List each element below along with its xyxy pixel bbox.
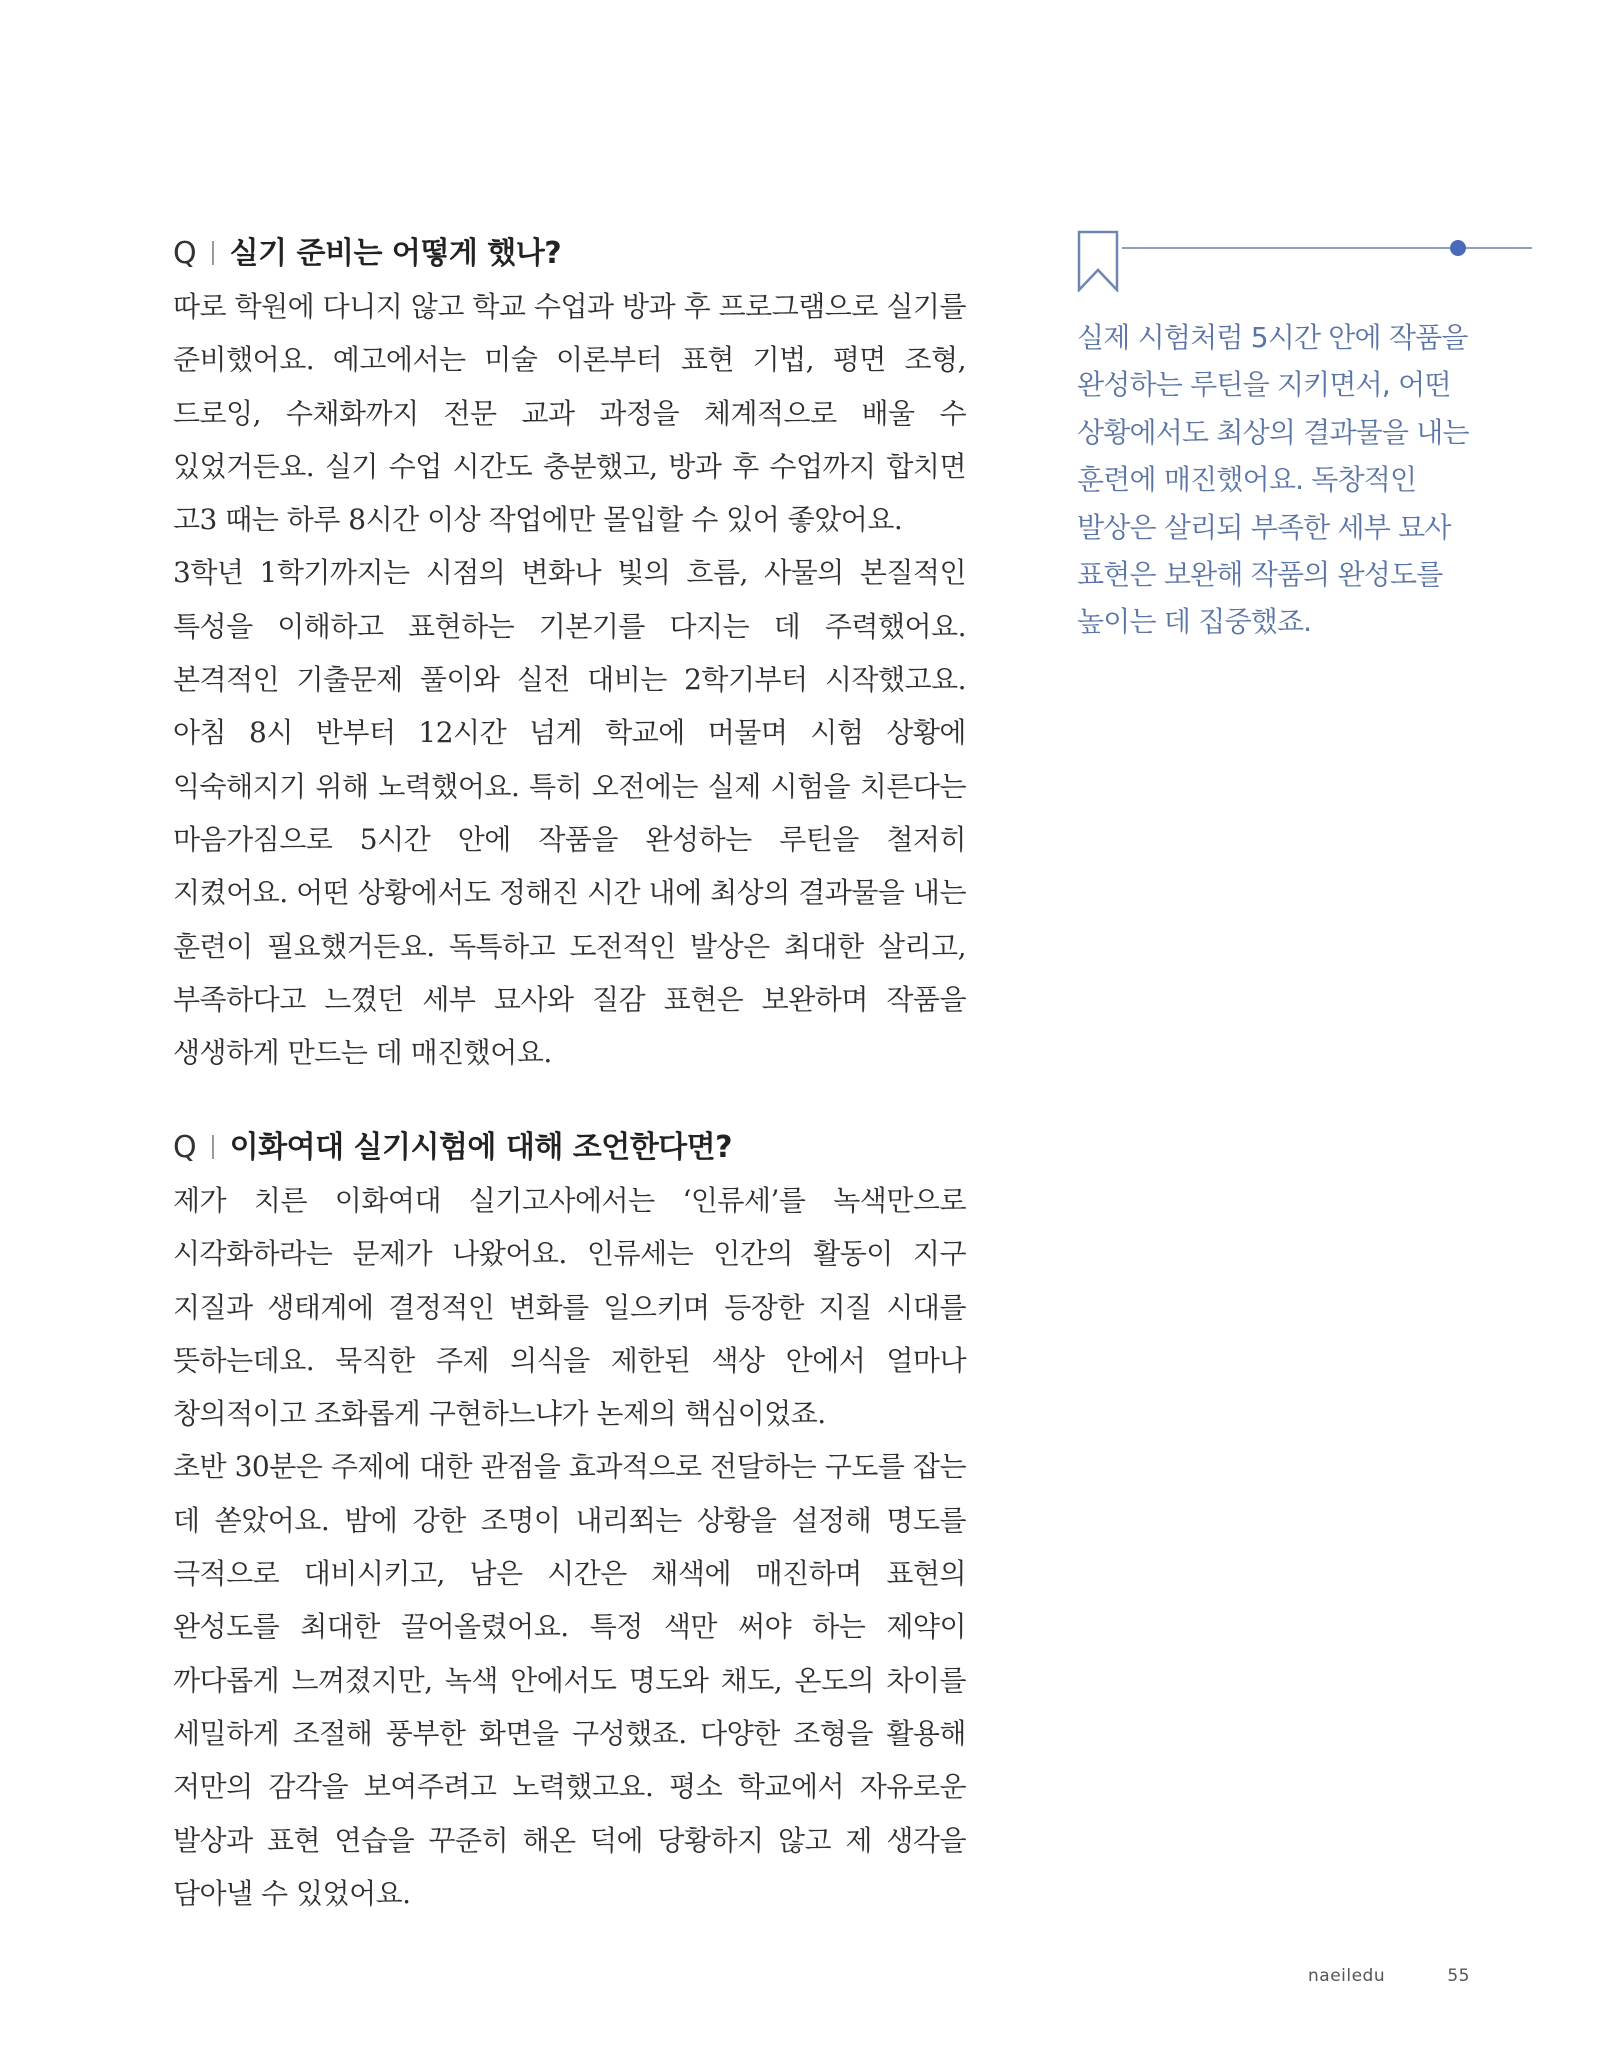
magazine-name: naeiledu xyxy=(1308,1966,1386,1986)
pull-quote xyxy=(1077,314,1477,646)
pull-quote-line: 실제 시험처럼 5시간 안에 작품을 xyxy=(1077,321,1468,354)
divider xyxy=(212,1135,214,1159)
answer-paragraph: 제가 치른 이화여대 실기고사에서는 ‘인류세’를 녹색만으로 시각화하라는 문제가 나왔어요. 인류세는 인간의 활동이 지구 지질과 생태계에 결정적인 변화를 일으키며 등장한 지질 시대를 뜻하는데요. 묵직한 주제 의식을 제한된 색상 안에서 얼마나 창의적이고 조화롭게 구현하느냐가 논제의 핵심이었죠. xyxy=(173,1184,966,1431)
page-footer xyxy=(1300,1962,1470,1990)
question-heading xyxy=(173,228,966,280)
qa-section-practice-prep xyxy=(173,228,966,1079)
qa-section-exam-advice xyxy=(173,1122,966,1920)
pull-quote-line: 높이는 데 집중했죠. xyxy=(1077,605,1312,639)
pull-quote-line: 완성하는 루틴을 지키면서, 어떤 xyxy=(1077,368,1451,402)
pull-quote-rule xyxy=(1122,247,1532,249)
answer-paragraph: 따로 학원에 다니지 않고 학교 수업과 방과 후 프로그램으로 실기를 준비했어요. 예고에서는 미술 이론부터 표현 기법, 평면 조형, 드로잉, 수채화까지 전문 교과 과정을 체계적으로 배울 수 있었거든요. 실기 수업 시간도 충분했고, 방과 후 수업까지 합치면 고3 때는 하루 8시간 이상 작업에만 몰입할 수 있어 좋았어요. xyxy=(173,290,966,537)
pull-quote-line: 발상은 살리되 부족한 세부 묘사 xyxy=(1077,510,1451,544)
answer-paragraph: 3학년 1학기까지는 시점의 변화나 빛의 흐름, 사물의 본질적인 특성을 이해하고 표현하는 기본기를 다지는 데 주력했어요. 본격적인 기출문제 풀이와 실전 대비는 2학기부터 시작했고요. 아침 8시 반부터 12시간 넘게 학교에 머물며 시험 상황에 익숙해지기 위해 노력했어요. 특히 오전에는 실제 시험을 치른다는 마음가짐으로 5시간 안에 작품을 완성하는 루틴을 철저히 지켰어요. 어떤 상황에서도 정해진 시간 내에 최상의 결과물을 내는 훈련이 필요했거든요. 독특하고 도전적인 발상은 최대한 살리고, 부족하다고 느꼈던 세부 묘사와 질감 표현은 보완하며 작품을 생생하게 만드는 데 매진했어요. xyxy=(173,556,966,1070)
rule-end-dot xyxy=(1450,240,1466,256)
pull-quote-line: 표현은 보완해 작품의 완성도를 xyxy=(1077,558,1443,592)
bookmark-icon xyxy=(1077,230,1119,292)
question-text: 실기 준비는 어떻게 했나? xyxy=(229,236,562,271)
divider xyxy=(212,241,214,265)
question-marker: Q xyxy=(173,1130,197,1165)
page-number: 55 xyxy=(1447,1966,1470,1986)
question-text: 이화여대 실기시험에 대해 조언한다면? xyxy=(229,1130,733,1165)
question-heading xyxy=(173,1122,966,1174)
pull-quote-line: 훈련에 매진했어요. 독창적인 xyxy=(1077,463,1417,497)
pull-quote-line: 상황에서도 최상의 결과물을 내는 xyxy=(1077,415,1469,449)
answer-paragraph: 초반 30분은 주제에 대한 관점을 효과적으로 전달하는 구도를 잡는 데 쏟았어요. 밤에 강한 조명이 내리쬐는 상황을 설정해 명도를 극적으로 대비시키고, 남은 시간은 채색에 매진하며 표현의 완성도를 최대한 끌어올렸어요. 특정 색만 써야 하는 제약이 까다롭게 느껴졌지만, 녹색 안에서도 명도와 채도, 온도의 차이를 세밀하게 조절해 풍부한 화면을 구성했죠. 다양한 조형을 활용해 저만의 감각을 보여주려고 노력했고요. 평소 학교에서 자유로운 발상과 표현 연습을 꾸준히 해온 덕에 당황하지 않고 제 생각을 담아낼 수 있었어요. xyxy=(173,1450,966,1910)
question-marker: Q xyxy=(173,236,197,271)
